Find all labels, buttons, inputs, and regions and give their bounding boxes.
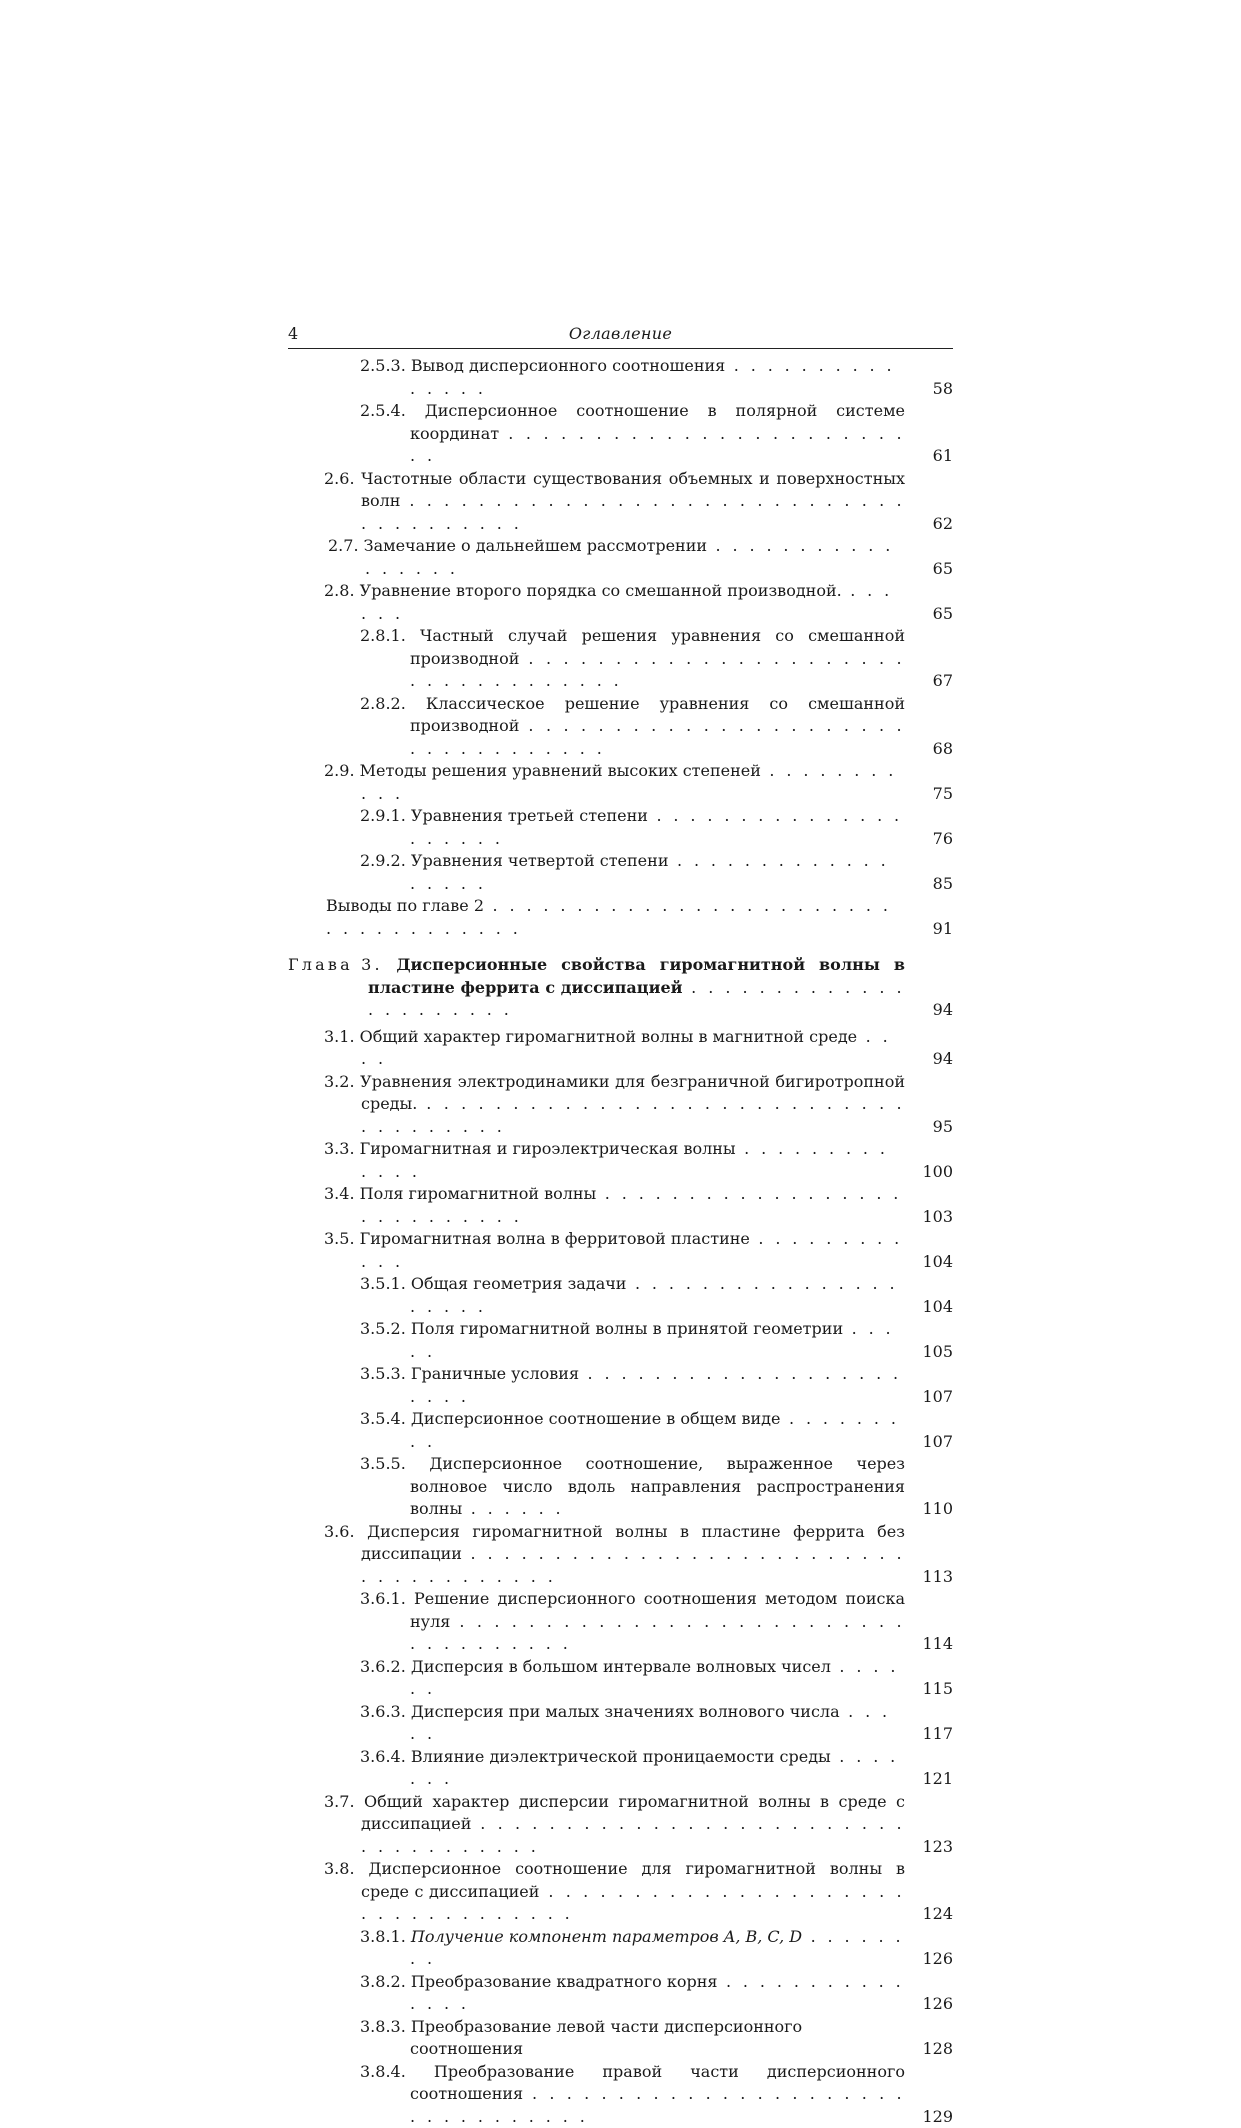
toc-entry[interactable]: 2.8.2. Классическое решение уравнения со смешанной производной . . . . . . . . . . . . . . . . . . . . . . . . . . . . . . . . . . 68 [360, 693, 953, 761]
toc-entry-title: Уравнения третьей степени [411, 806, 648, 825]
toc-entry-title: Дисперсионное соотношение в полярной системе координат [410, 401, 905, 443]
toc-page-number: 65 [909, 558, 953, 581]
toc-entry[interactable]: 2.8. Уравнение второго порядка со смешанной производной. . . . . . . 65 [324, 580, 953, 625]
toc-entry-title: Получение компонент параметров A, B, C, D [411, 1927, 802, 1946]
toc-page-number: 121 [909, 1768, 953, 1791]
toc-entry-title: Преобразование правой части дисперсионного соотношения [410, 2062, 905, 2104]
toc-entry[interactable]: 3.6.1. Решение дисперсионного соотношения методом поиска нуля . . . . . . . . . . . . . . . . . . . . . . . . . . . . . . . . . . . . 114 [360, 1588, 953, 1656]
toc-entry[interactable]: 3.2. Уравнения электродинамики для безграничной бигиротропной среды. . . . . . . . . . . . . . . . . . . . . . . . . . . . . . . . . . . . . . 95 [324, 1071, 953, 1139]
toc-entry-title: Гиромагнитная и гироэлектрическая волны [360, 1139, 736, 1158]
toc-page-number: 126 [909, 1993, 953, 2016]
toc-entry-title: Уравнения четвертой степени [411, 851, 669, 870]
page-number: 4 [288, 324, 298, 343]
toc-page-number: 126 [909, 1948, 953, 1971]
toc-entry[interactable]: 3.8. Дисперсионное соотношение для гиромагнитной волны в среде с диссипацией . . . . . . . . . . . . . . . . . . . . . . . . . . . . . . . . . . 124 [324, 1858, 953, 1926]
toc-page-number: 117 [909, 1723, 953, 1746]
toc-chapter-entry[interactable]: Глава 3. Дисперсионные свойства гиромагнитной волны в пластине феррита с диссипацией . . . . . . . . . . . . . . . . . . . . . . 94 [288, 954, 953, 1022]
toc-entry[interactable]: 3.8.1. Получение компонент параметров A, B, C, D . . . . . . . . 126 [360, 1926, 953, 1971]
toc-entry-title: Преобразование левой части дисперсионного соотношения [410, 2017, 802, 2059]
toc-page-number: 58 [909, 378, 953, 401]
chapter-title: Дисперсионные свойства гиромагнитной волны в пластине феррита с диссипацией [368, 955, 905, 997]
toc-page-number: 123 [909, 1836, 953, 1859]
toc-entry-title: Дисперсионное соотношение в общем виде [411, 1409, 781, 1428]
toc-entry[interactable]: 3.8.2. Преобразование квадратного корня . . . . . . . . . . . . . . . 126 [360, 1971, 953, 2016]
toc-entry[interactable]: 2.6. Частотные области существования объемных и поверхностных волн . . . . . . . . . . . . . . . . . . . . . . . . . . . . . . . . . . . . . . . 62 [324, 468, 953, 536]
toc-entry[interactable]: 3.1. Общий характер гиромагнитной волны в магнитной среде . . . . 94 [324, 1026, 953, 1071]
toc-page-number: 94 [909, 1048, 953, 1071]
toc-page-number: 61 [909, 445, 953, 468]
toc-entry[interactable]: 3.8.4. Преобразование правой части дисперсионного соотношения . . . . . . . . . . . . . . . . . . . . . . . . . . . . . . . . . 129 [360, 2061, 953, 2128]
toc-entry[interactable]: 3.6. Дисперсия гиромагнитной волны в пластине феррита без диссипации . . . . . . . . . . . . . . . . . . . . . . . . . . . . . . . . . . . . . . 113 [324, 1521, 953, 1589]
toc-page-number: 75 [909, 783, 953, 806]
toc-entry-title: Дисперсионное соотношение, выраженное через волновое число вдоль направления распространения волны [410, 1454, 905, 1518]
toc-entry[interactable]: 3.6.3. Дисперсия при малых значениях волнового числа . . . . . 117 [360, 1701, 953, 1746]
toc-entry[interactable]: 3.5.5. Дисперсионное соотношение, выраженное через волновое число вдоль направления распространения волны . . . . . . 110 [360, 1453, 953, 1521]
toc-entry-title: Общий характер дисперсии гиромагнитной волны в среде с диссипацией [361, 1792, 905, 1834]
toc-entry-title: Частный случай решения уравнения со смешанной производной [410, 626, 905, 668]
toc-page-number: 128 [909, 2038, 953, 2061]
toc-entry-title: Решение дисперсионного соотношения методом поиска нуля [410, 1589, 905, 1631]
toc-entry-title: Дисперсия в большом интервале волновых чисел [411, 1657, 831, 1676]
book-page [288, 320, 953, 2128]
toc-page-number: 107 [909, 1386, 953, 1409]
toc-entry[interactable]: 3.5.3. Граничные условия . . . . . . . . . . . . . . . . . . . . . . . 107 [360, 1363, 953, 1408]
toc-entry-title: Уравнения электродинамики для безграничной бигиротропной среды. [360, 1072, 905, 1114]
toc-entry[interactable]: 3.3. Гиромагнитная и гироэлектрическая волны . . . . . . . . . . . . . 100 [324, 1138, 953, 1183]
toc-page-number: 104 [909, 1296, 953, 1319]
toc-page-number: 103 [909, 1206, 953, 1229]
toc-page-number: 91 [909, 918, 953, 941]
toc-entry[interactable]: 2.7. Замечание о дальнейшем рассмотрении . . . . . . . . . . . . . . . . . 65 [328, 535, 953, 580]
toc-entry[interactable]: 3.8.3. Преобразование левой части дисперсионного соотношения 128 [360, 2016, 953, 2061]
toc-page-number: 76 [909, 828, 953, 851]
toc-page-number: 114 [909, 1633, 953, 1656]
toc-entry[interactable]: 2.9. Методы решения уравнений высоких степеней . . . . . . . . . . . 75 [324, 760, 953, 805]
chapter-label: Глава 3. [288, 954, 383, 977]
toc-page-number: 129 [909, 2106, 953, 2128]
toc-page-number: 95 [909, 1116, 953, 1139]
toc-entry-title: Дисперсия при малых значениях волнового числа [411, 1702, 840, 1721]
toc-entry-title: Преобразование квадратного корня [411, 1972, 718, 1991]
running-title: Оглавление [288, 324, 953, 343]
toc-page-number: 94 [909, 999, 953, 1022]
toc-page-number: 124 [909, 1903, 953, 1926]
toc-entry-title: Выводы по главе 2 [326, 896, 484, 915]
toc-entry-title: Частотные области существования объемных и поверхностных волн [361, 469, 905, 511]
toc-entry[interactable]: 3.5.2. Поля гиромагнитной волны в принятой геометрии . . . . . 105 [360, 1318, 953, 1363]
toc-page-number: 104 [909, 1251, 953, 1274]
toc-entry[interactable]: 3.5. Гиромагнитная волна в ферритовой пластине . . . . . . . . . . . . 104 [324, 1228, 953, 1273]
toc-entry[interactable]: 3.5.1. Общая геометрия задачи . . . . . . . . . . . . . . . . . . . . . 104 [360, 1273, 953, 1318]
toc-page-number: 85 [909, 873, 953, 896]
toc-entry-title: Влияние диэлектрической проницаемости среды [411, 1747, 831, 1766]
toc-page-number: 105 [909, 1341, 953, 1364]
toc-page-number: 65 [909, 603, 953, 626]
toc-page-number: 62 [909, 513, 953, 536]
toc-page-number: 68 [909, 738, 953, 761]
toc-entry-title: Методы решения уравнений высоких степеней [360, 761, 761, 780]
toc-entry[interactable]: 3.6.4. Влияние диэлектрической проницаемости среды . . . . . . . 121 [360, 1746, 953, 1791]
toc-page-number: 110 [909, 1498, 953, 1521]
toc-page-number: 113 [909, 1566, 953, 1589]
toc-entry[interactable]: 2.5.3. Вывод дисперсионного соотношения . . . . . . . . . . . . . . . 58 [360, 355, 953, 400]
toc-entry-title: Вывод дисперсионного соотношения [411, 356, 725, 375]
toc-entry-title: Гиромагнитная волна в ферритовой пластине [360, 1229, 750, 1248]
toc-entry[interactable]: 3.4. Поля гиромагнитной волны . . . . . . . . . . . . . . . . . . . . . . . . . . . . 103 [324, 1183, 953, 1228]
toc-entry[interactable]: 2.5.4. Дисперсионное соотношение в полярной системе координат . . . . . . . . . . . . . . . . . . . . . . . . . 61 [360, 400, 953, 468]
toc-page-number: 100 [909, 1161, 953, 1184]
toc-entry[interactable]: 3.5.4. Дисперсионное соотношение в общем виде . . . . . . . . . 107 [360, 1408, 953, 1453]
toc-page-number: 67 [909, 670, 953, 693]
toc-entry[interactable]: 2.9.1. Уравнения третьей степени . . . . . . . . . . . . . . . . . . . . . 76 [360, 805, 953, 850]
toc-entry-title: Общий характер гиромагнитной волны в магнитной среде [360, 1027, 858, 1046]
toc-entry-title: Граничные условия [411, 1364, 579, 1383]
toc-page-number: 115 [909, 1678, 953, 1701]
toc-page-number: 107 [909, 1431, 953, 1454]
toc-entry[interactable]: 2.9.2. Уравнения четвертой степени . . . . . . . . . . . . . . . . . . 85 [360, 850, 953, 895]
running-header [288, 320, 953, 349]
toc-entry-title: Поля гиромагнитной волны [360, 1184, 597, 1203]
toc-entry-title: Дисперсия гиромагнитной волны в пластине феррита без диссипации [361, 1522, 905, 1564]
toc-entry-title: Уравнение второго порядка со смешанной производной. [360, 581, 842, 600]
table-of-contents [288, 355, 953, 2128]
toc-entry-title: Замечание о дальнейшем рассмотрении [364, 536, 707, 555]
toc-entry-title: Общая геометрия задачи [411, 1274, 627, 1293]
toc-entry[interactable]: 3.7. Общий характер дисперсии гиромагнитной волны в среде с диссипацией . . . . . . . . . . . . . . . . . . . . . . . . . . . . . . . . . . . . 123 [324, 1791, 953, 1859]
toc-entry[interactable]: Выводы по главе 2 . . . . . . . . . . . . . . . . . . . . . . . . . . . . . . . . . . . . 91 [326, 895, 953, 940]
toc-entry[interactable]: 2.8.1. Частный случай решения уравнения со смешанной производной . . . . . . . . . . . . . . . . . . . . . . . . . . . . . . . . . . . 67 [360, 625, 953, 693]
toc-entry-title: Поля гиромагнитной волны в принятой геометрии [411, 1319, 843, 1338]
toc-entry-title: Классическое решение уравнения со смешанной производной [410, 694, 905, 736]
toc-entry[interactable]: 3.6.2. Дисперсия в большом интервале волновых чисел . . . . . . 115 [360, 1656, 953, 1701]
toc-entry-title: Дисперсионное соотношение для гиромагнитной волны в среде с диссипацией [361, 1859, 905, 1901]
